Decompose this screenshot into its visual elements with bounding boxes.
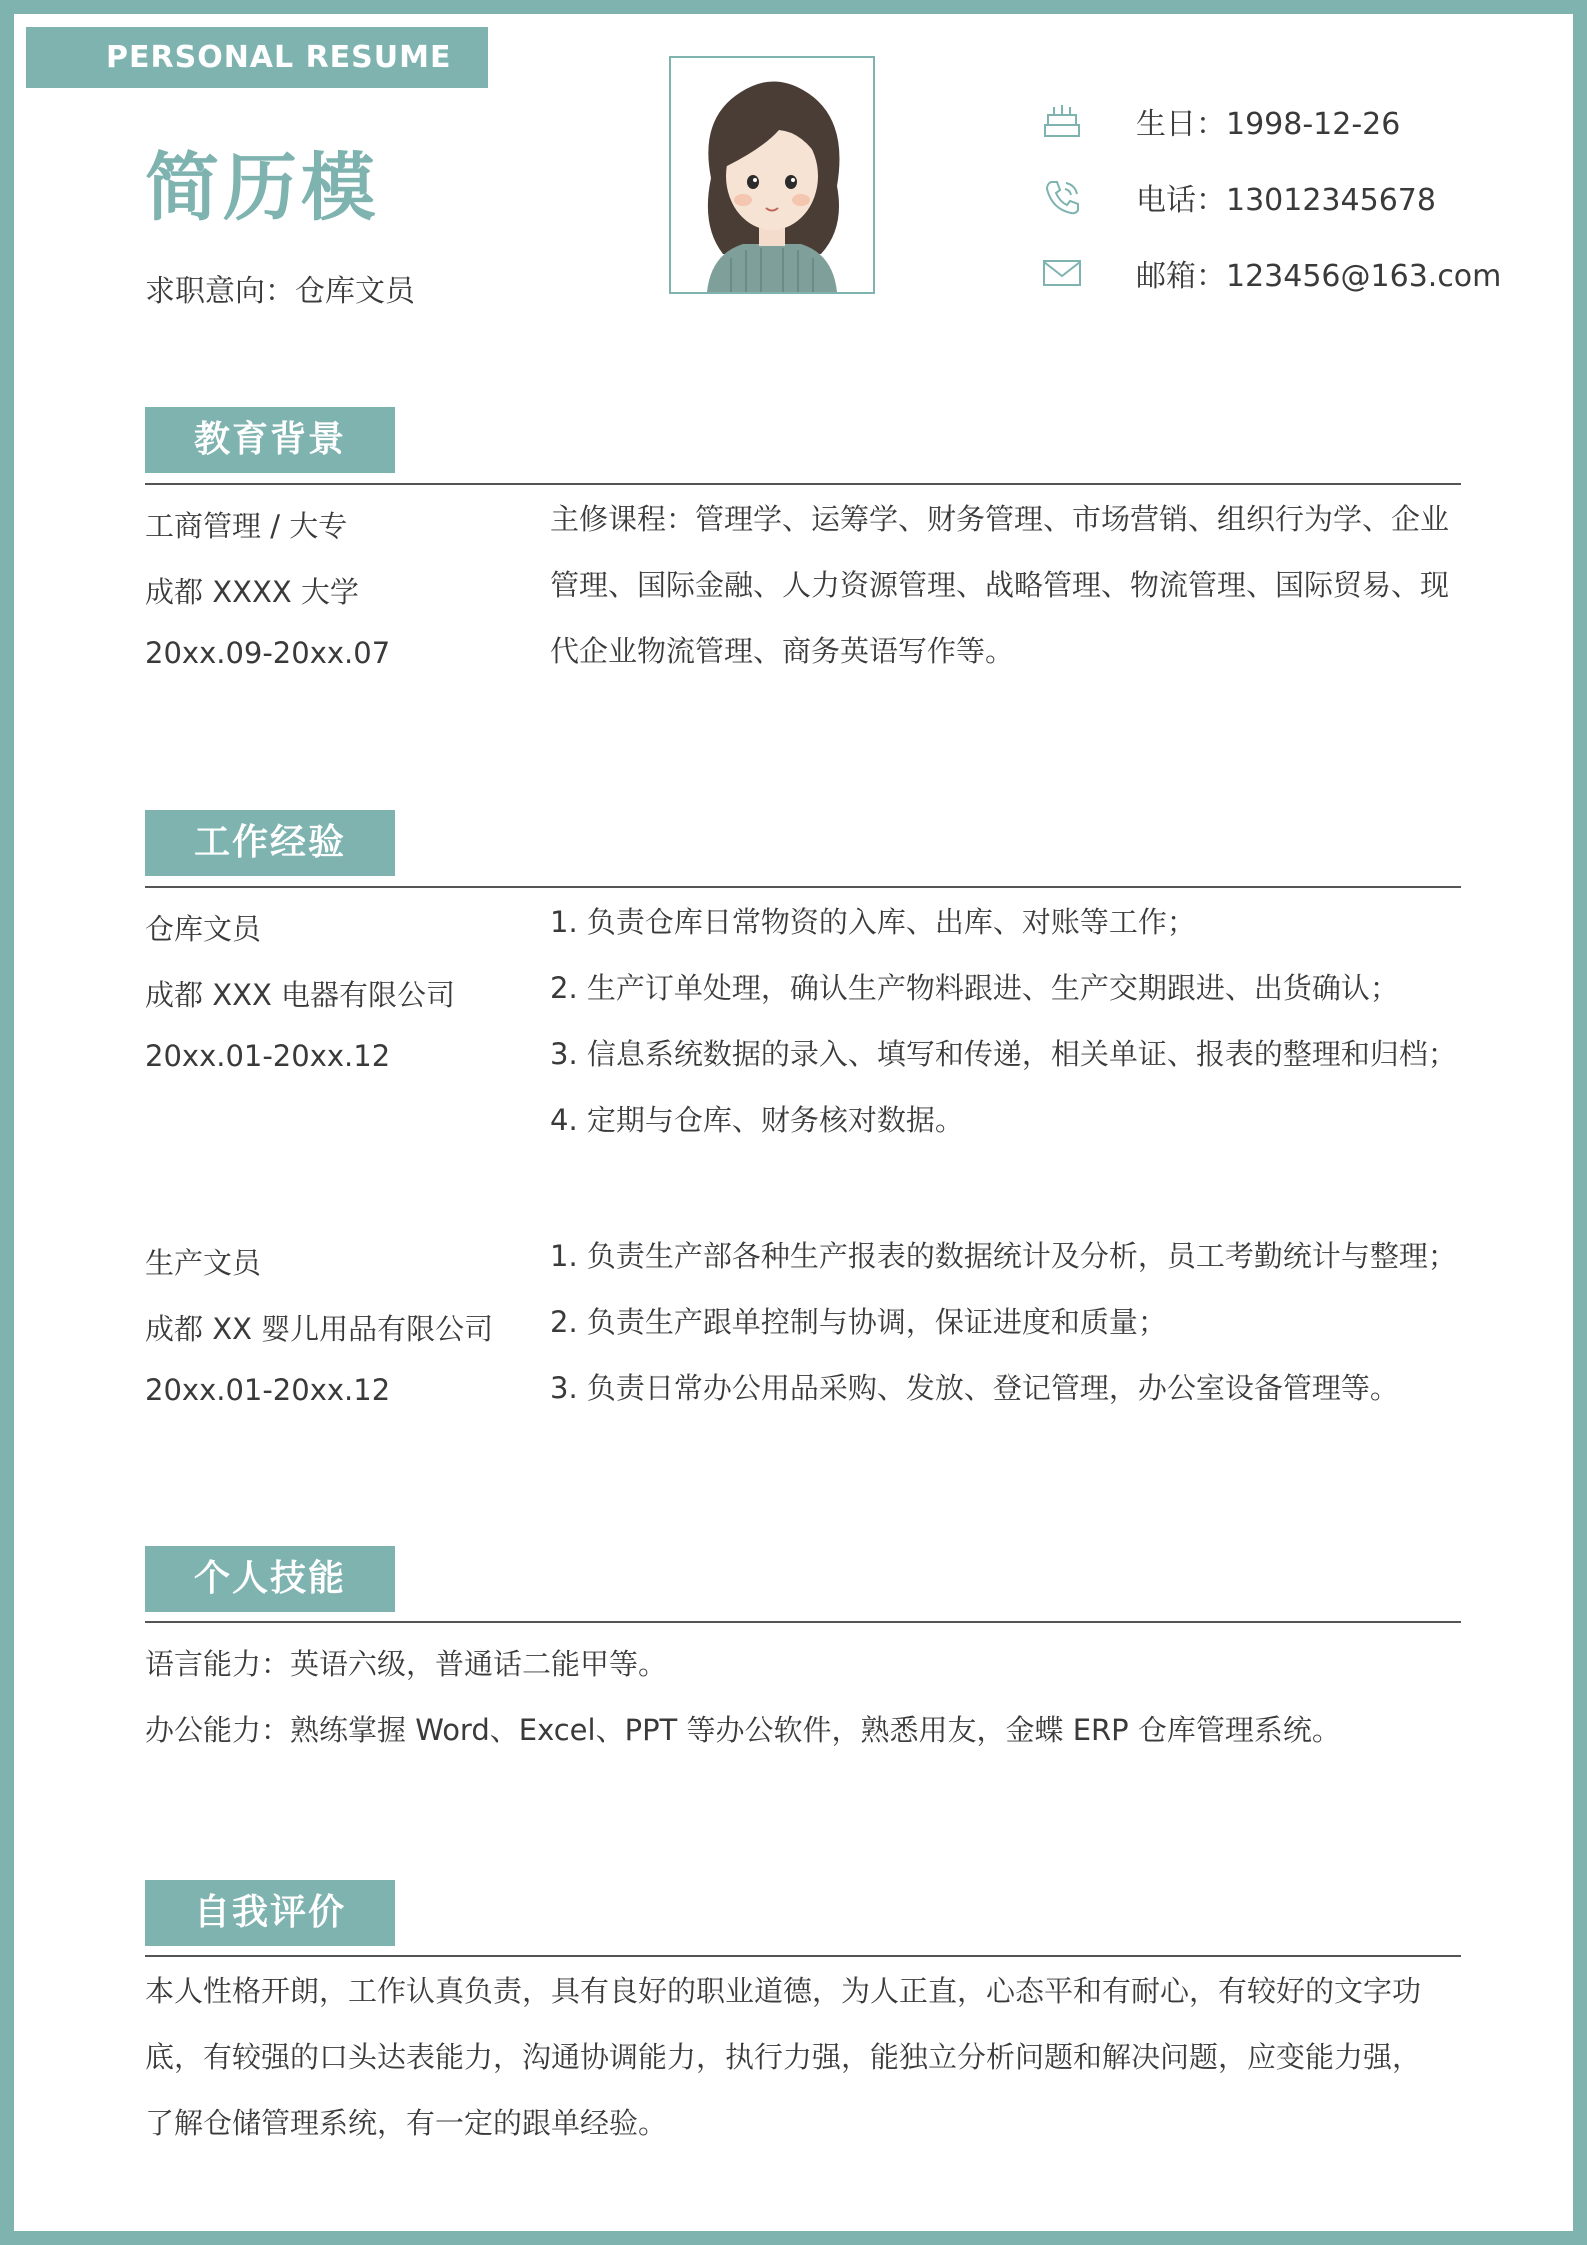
job-duties-list [550, 889, 1457, 1153]
education-major: 工商管理 / 大专 [145, 509, 348, 543]
profile-photo [669, 56, 875, 294]
avatar-illustration [671, 58, 873, 292]
education-courses-line: 管理、国际金融、人力资源管理、战略管理、物流管理、国际贸易、现 [550, 568, 1450, 602]
skill-line: 语言能力：英语六级，普通话二能甲等。 [145, 1647, 668, 1681]
job-company: 成都 XXX 电器有限公司 [145, 978, 456, 1012]
skill-line: 办公能力：熟练掌握 Word、Excel、PPT 等办公软件，熟悉用友，金蝶 ERP 仓库管理系统。 [145, 1713, 1341, 1747]
job-duty-item: 2. 生产订单处理，确认生产物料跟进、生产交期跟进、出货确认； [550, 971, 1399, 1005]
phone-icon [1040, 177, 1084, 217]
job-duty-item: 3. 信息系统数据的录入、填写和传递，相关单证、报表的整理和归档； [550, 1037, 1457, 1071]
education-period: 20xx.09-20xx.07 [145, 636, 391, 670]
job-intent: 求职意向：仓库文员 [145, 274, 415, 309]
email-text: 邮箱：123456@163.com [1136, 259, 1502, 294]
job-duty-item: 1. 负责仓库日常物资的入库、出库、对账等工作； [550, 905, 1196, 939]
phone-text: 电话：13012345678 [1136, 183, 1436, 218]
self-eval-line: 本人性格开朗，工作认真负责，具有良好的职业道德，为人正直，心态平和有耐心，有较好的文字功 [145, 1974, 1422, 2008]
education-courses-line: 主修课程：管理学、运筹学、财务管理、市场营销、组织行为学、企业 [550, 502, 1450, 536]
email-row [1040, 253, 1502, 294]
section-divider [145, 886, 1461, 888]
section-skills-title: 个人技能 [145, 1546, 395, 1612]
job-duty-item: 3. 负责日常办公用品采购、发放、登记管理，办公室设备管理等。 [550, 1371, 1399, 1405]
candidate-name: 简历模 [145, 145, 379, 231]
resume-page [14, 14, 1573, 2231]
section-education-title: 教育背景 [145, 407, 395, 473]
cake-icon [1040, 101, 1084, 141]
phone-row [1040, 177, 1436, 218]
job-duties-list [550, 1223, 1457, 1421]
section-divider [145, 483, 1461, 485]
job-period: 20xx.01-20xx.12 [145, 1373, 391, 1407]
job-duty-item: 4. 定期与仓库、财务核对数据。 [550, 1103, 964, 1137]
mail-icon [1040, 253, 1084, 293]
self-eval-line: 底，有较强的口头达表能力，沟通协调能力，执行力强，能独立分析问题和解决问题，应变能力强， [145, 2040, 1422, 2074]
resume-banner: PERSONAL RESUME [26, 27, 488, 88]
self-eval-text [145, 1958, 1475, 2156]
job-position: 生产文员 [145, 1246, 262, 1280]
job-duty-item: 1. 负责生产部各种生产报表的数据统计及分析，员工考勤统计与整理； [550, 1239, 1457, 1273]
section-divider [145, 1955, 1461, 1957]
job-company: 成都 XX 婴儿用品有限公司 [145, 1312, 494, 1346]
section-self-eval-title: 自我评价 [145, 1880, 395, 1946]
education-school: 成都 XXXX 大学 [145, 575, 359, 609]
education-courses-line: 代企业物流管理、商务英语写作等。 [550, 634, 1015, 668]
job-position: 仓库文员 [145, 912, 262, 946]
birthday-text: 生日：1998-12-26 [1136, 107, 1401, 142]
section-work-title: 工作经验 [145, 810, 395, 876]
education-courses [550, 486, 1470, 684]
job-period: 20xx.01-20xx.12 [145, 1039, 391, 1073]
job-duty-item: 2. 负责生产跟单控制与协调，保证进度和质量； [550, 1305, 1167, 1339]
birthday-row [1040, 101, 1401, 142]
self-eval-line: 了解仓储管理系统，有一定的跟单经验。 [145, 2106, 668, 2140]
section-divider [145, 1621, 1461, 1623]
